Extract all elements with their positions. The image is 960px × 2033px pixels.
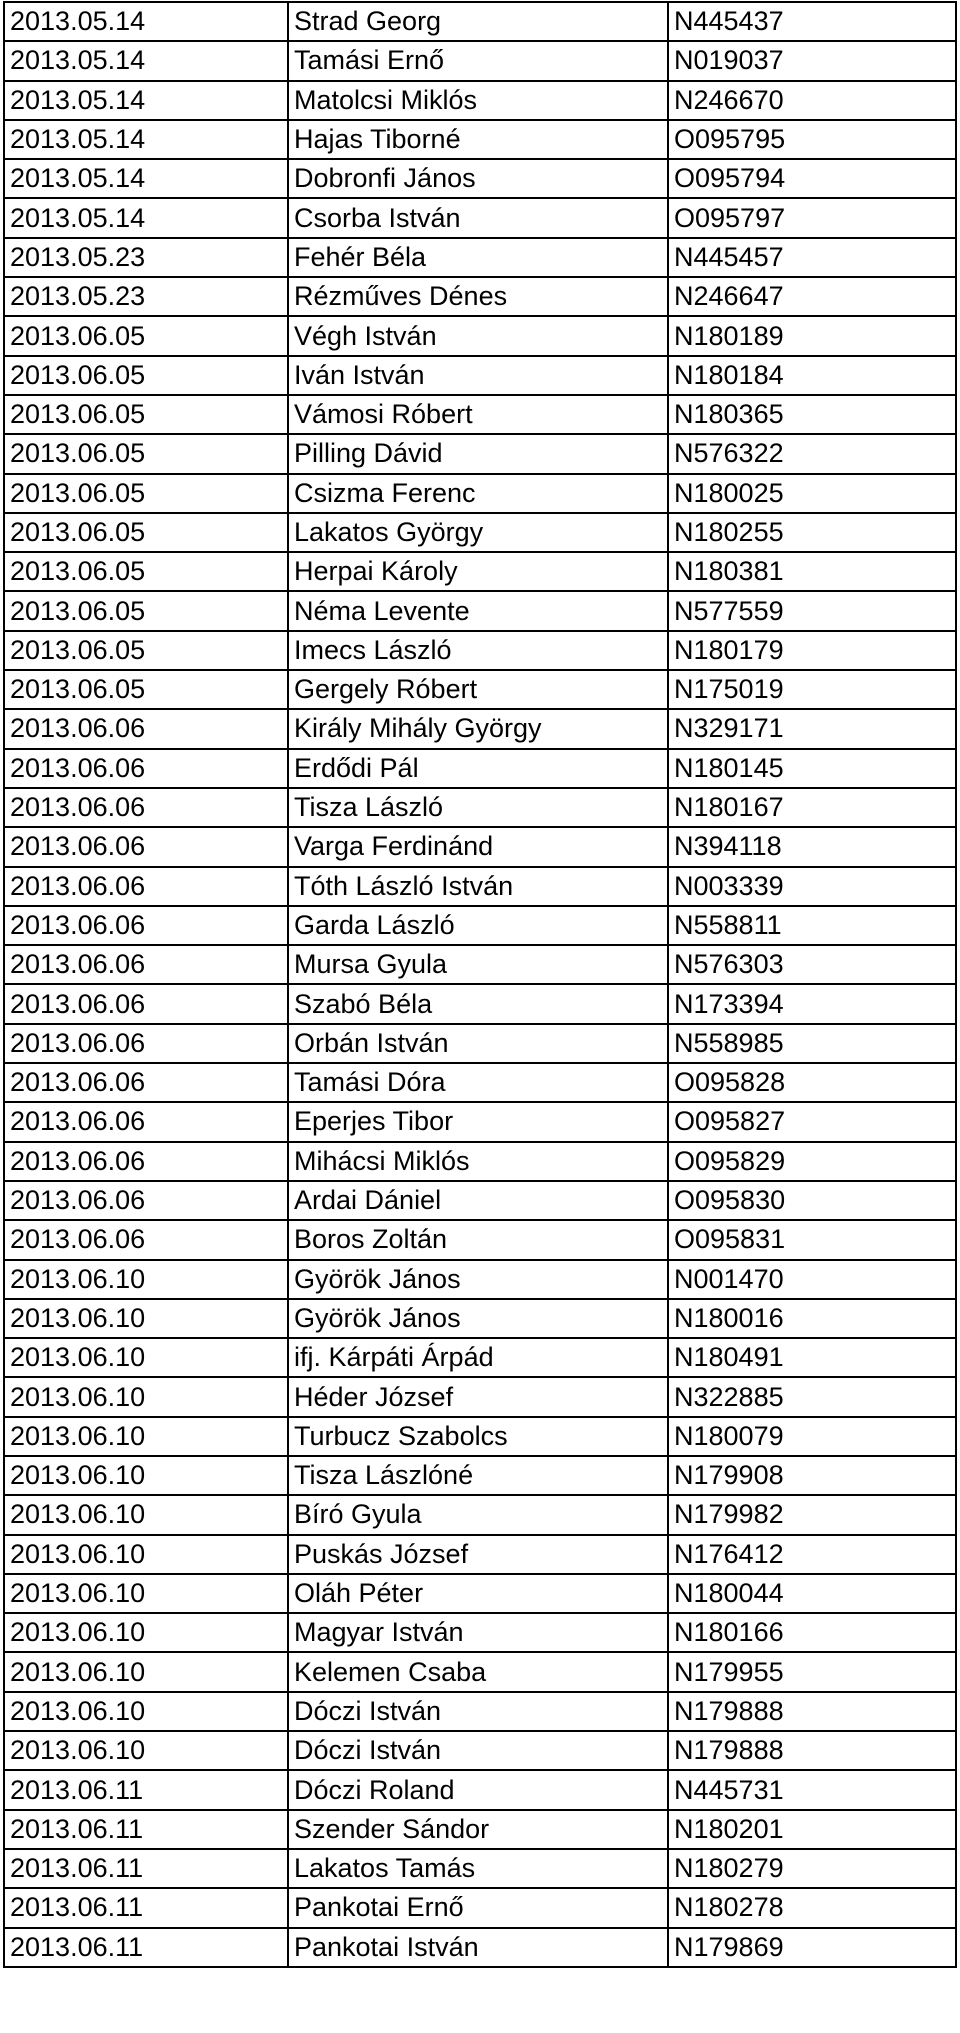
date-cell: 2013.05.14	[4, 159, 288, 198]
date-cell: 2013.06.05	[4, 631, 288, 670]
table-row	[4, 81, 956, 120]
table-row	[4, 1063, 956, 1102]
name-cell: Tisza László	[288, 788, 668, 827]
table-row	[4, 1377, 956, 1416]
name-cell: Iván István	[288, 356, 668, 395]
name-cell: Vámosi Róbert	[288, 395, 668, 434]
name-cell: Végh István	[288, 316, 668, 355]
date-cell: 2013.06.06	[4, 1063, 288, 1102]
date-cell: 2013.06.06	[4, 1220, 288, 1259]
date-cell: 2013.06.05	[4, 513, 288, 552]
table-row	[4, 1495, 956, 1534]
table-row	[4, 1456, 956, 1495]
code-cell: N179888	[668, 1731, 956, 1770]
table-row	[4, 1652, 956, 1691]
table-row	[4, 1260, 956, 1299]
table-row	[4, 1888, 956, 1927]
code-cell: N180044	[668, 1574, 956, 1613]
name-cell: Lakatos Tamás	[288, 1849, 668, 1888]
date-cell: 2013.05.14	[4, 2, 288, 41]
name-cell: Tamási Dóra	[288, 1063, 668, 1102]
name-cell: ifj. Kárpáti Árpád	[288, 1338, 668, 1377]
code-cell: N180189	[668, 316, 956, 355]
name-cell: Kelemen Csaba	[288, 1652, 668, 1691]
date-cell: 2013.06.06	[4, 1142, 288, 1181]
name-cell: Herpai Károly	[288, 552, 668, 591]
name-cell: Pilling Dávid	[288, 434, 668, 473]
table-row	[4, 356, 956, 395]
table-row	[4, 670, 956, 709]
name-cell: Dóczi István	[288, 1692, 668, 1731]
code-cell: N180255	[668, 513, 956, 552]
date-cell: 2013.06.05	[4, 474, 288, 513]
date-cell: 2013.06.10	[4, 1731, 288, 1770]
date-cell: 2013.06.06	[4, 788, 288, 827]
name-cell: Szabó Béla	[288, 984, 668, 1023]
table-row	[4, 631, 956, 670]
name-cell: Orbán István	[288, 1024, 668, 1063]
table-row	[4, 1535, 956, 1574]
date-cell: 2013.06.06	[4, 709, 288, 748]
name-cell: Turbucz Szabolcs	[288, 1417, 668, 1456]
code-cell: N180201	[668, 1810, 956, 1849]
table-row	[4, 1338, 956, 1377]
code-cell: N246670	[668, 81, 956, 120]
code-cell: N173394	[668, 984, 956, 1023]
table-row	[4, 120, 956, 159]
code-cell: N322885	[668, 1377, 956, 1416]
table-row	[4, 1613, 956, 1652]
date-cell: 2013.06.11	[4, 1888, 288, 1927]
name-cell: Héder József	[288, 1377, 668, 1416]
date-cell: 2013.06.10	[4, 1299, 288, 1338]
code-cell: N003339	[668, 867, 956, 906]
table-row	[4, 159, 956, 198]
name-cell: Varga Ferdinánd	[288, 827, 668, 866]
table-row	[4, 827, 956, 866]
date-cell: 2013.06.10	[4, 1613, 288, 1652]
code-cell: N001470	[668, 1260, 956, 1299]
code-cell: N329171	[668, 709, 956, 748]
name-cell: Pankotai István	[288, 1928, 668, 1967]
date-cell: 2013.06.11	[4, 1928, 288, 1967]
code-cell: N180179	[668, 631, 956, 670]
name-cell: Gergely Róbert	[288, 670, 668, 709]
code-cell: O095827	[668, 1102, 956, 1141]
date-cell: 2013.06.10	[4, 1652, 288, 1691]
table-row	[4, 749, 956, 788]
code-cell: N180016	[668, 1299, 956, 1338]
code-cell: N180145	[668, 749, 956, 788]
table-row	[4, 1220, 956, 1259]
code-cell: N179888	[668, 1692, 956, 1731]
code-cell: N394118	[668, 827, 956, 866]
date-cell: 2013.06.06	[4, 1102, 288, 1141]
name-cell: Bíró Gyula	[288, 1495, 668, 1534]
code-cell: O095829	[668, 1142, 956, 1181]
code-cell: N180491	[668, 1338, 956, 1377]
name-cell: Strad Georg	[288, 2, 668, 41]
name-cell: Hajas Tiborné	[288, 120, 668, 159]
code-cell: N175019	[668, 670, 956, 709]
name-cell: Rézműves Dénes	[288, 277, 668, 316]
table-row	[4, 2, 956, 41]
code-cell: N179982	[668, 1495, 956, 1534]
date-cell: 2013.06.06	[4, 984, 288, 1023]
date-cell: 2013.06.10	[4, 1377, 288, 1416]
table-row	[4, 198, 956, 237]
date-cell: 2013.06.10	[4, 1417, 288, 1456]
name-cell: Pankotai Ernő	[288, 1888, 668, 1927]
name-cell: Csizma Ferenc	[288, 474, 668, 513]
table-row	[4, 1810, 956, 1849]
code-cell: N180184	[668, 356, 956, 395]
table-row	[4, 945, 956, 984]
date-cell: 2013.05.23	[4, 277, 288, 316]
code-cell: O095797	[668, 198, 956, 237]
table-row	[4, 1024, 956, 1063]
name-cell: Mihácsi Miklós	[288, 1142, 668, 1181]
table-row	[4, 591, 956, 630]
table-row	[4, 906, 956, 945]
name-cell: Erdődi Pál	[288, 749, 668, 788]
date-cell: 2013.06.11	[4, 1849, 288, 1888]
code-cell: N179908	[668, 1456, 956, 1495]
name-cell: Oláh Péter	[288, 1574, 668, 1613]
name-cell: Ardai Dániel	[288, 1181, 668, 1220]
date-cell: 2013.06.10	[4, 1692, 288, 1731]
date-cell: 2013.05.14	[4, 198, 288, 237]
name-cell: Király Mihály György	[288, 709, 668, 748]
date-cell: 2013.05.23	[4, 238, 288, 277]
code-cell: O095794	[668, 159, 956, 198]
code-cell: N576303	[668, 945, 956, 984]
date-cell: 2013.06.10	[4, 1535, 288, 1574]
date-cell: 2013.06.05	[4, 356, 288, 395]
date-cell: 2013.06.11	[4, 1770, 288, 1809]
table-row	[4, 984, 956, 1023]
table-row	[4, 867, 956, 906]
date-cell: 2013.06.05	[4, 670, 288, 709]
code-cell: N180365	[668, 395, 956, 434]
date-cell: 2013.06.10	[4, 1574, 288, 1613]
table-row	[4, 552, 956, 591]
code-cell: O095828	[668, 1063, 956, 1102]
name-cell: Lakatos György	[288, 513, 668, 552]
code-cell: O095795	[668, 120, 956, 159]
name-cell: Csorba István	[288, 198, 668, 237]
table-row	[4, 1299, 956, 1338]
name-cell: Néma Levente	[288, 591, 668, 630]
date-cell: 2013.06.06	[4, 945, 288, 984]
code-cell: N180278	[668, 1888, 956, 1927]
code-cell: O095831	[668, 1220, 956, 1259]
name-cell: Garda László	[288, 906, 668, 945]
code-cell: N019037	[668, 41, 956, 80]
code-cell: N180381	[668, 552, 956, 591]
name-cell: Dóczi István	[288, 1731, 668, 1770]
table-row	[4, 788, 956, 827]
table-row	[4, 1142, 956, 1181]
name-cell: Matolcsi Miklós	[288, 81, 668, 120]
date-cell: 2013.06.05	[4, 552, 288, 591]
date-cell: 2013.06.06	[4, 906, 288, 945]
table-row	[4, 1181, 956, 1220]
date-cell: 2013.05.14	[4, 120, 288, 159]
date-cell: 2013.06.06	[4, 749, 288, 788]
table-row	[4, 474, 956, 513]
date-cell: 2013.06.06	[4, 867, 288, 906]
code-cell: N558985	[668, 1024, 956, 1063]
code-cell: N180025	[668, 474, 956, 513]
table-row	[4, 316, 956, 355]
date-cell: 2013.06.10	[4, 1495, 288, 1534]
name-cell: Dóczi Roland	[288, 1770, 668, 1809]
table-row	[4, 1770, 956, 1809]
date-cell: 2013.06.11	[4, 1810, 288, 1849]
code-cell: N246647	[668, 277, 956, 316]
date-cell: 2013.06.06	[4, 827, 288, 866]
code-cell: N558811	[668, 906, 956, 945]
code-cell: N180279	[668, 1849, 956, 1888]
name-cell: Szender Sándor	[288, 1810, 668, 1849]
table-row	[4, 1574, 956, 1613]
code-cell: N180079	[668, 1417, 956, 1456]
table-row	[4, 395, 956, 434]
name-cell: Tóth László István	[288, 867, 668, 906]
records-table-body	[4, 2, 956, 1967]
date-cell: 2013.06.06	[4, 1024, 288, 1063]
table-row	[4, 1928, 956, 1967]
code-cell: N445437	[668, 2, 956, 41]
date-cell: 2013.06.05	[4, 395, 288, 434]
table-row	[4, 238, 956, 277]
name-cell: Eperjes Tibor	[288, 1102, 668, 1141]
name-cell: Tisza Lászlóné	[288, 1456, 668, 1495]
code-cell: N445457	[668, 238, 956, 277]
code-cell: N179869	[668, 1928, 956, 1967]
table-row	[4, 277, 956, 316]
code-cell: O095830	[668, 1181, 956, 1220]
table-row	[4, 709, 956, 748]
table-row	[4, 1417, 956, 1456]
name-cell: Puskás József	[288, 1535, 668, 1574]
date-cell: 2013.05.14	[4, 81, 288, 120]
date-cell: 2013.06.06	[4, 1181, 288, 1220]
code-cell: N180166	[668, 1613, 956, 1652]
table-row	[4, 1692, 956, 1731]
name-cell: Boros Zoltán	[288, 1220, 668, 1259]
name-cell: Imecs László	[288, 631, 668, 670]
date-cell: 2013.06.05	[4, 316, 288, 355]
name-cell: Tamási Ernő	[288, 41, 668, 80]
table-row	[4, 434, 956, 473]
date-cell: 2013.06.10	[4, 1338, 288, 1377]
date-cell: 2013.06.05	[4, 591, 288, 630]
code-cell: N180167	[668, 788, 956, 827]
date-cell: 2013.06.10	[4, 1456, 288, 1495]
name-cell: Fehér Béla	[288, 238, 668, 277]
table-row	[4, 1849, 956, 1888]
code-cell: N576322	[668, 434, 956, 473]
date-cell: 2013.06.10	[4, 1260, 288, 1299]
name-cell: Mursa Gyula	[288, 945, 668, 984]
date-cell: 2013.06.05	[4, 434, 288, 473]
name-cell: Magyar István	[288, 1613, 668, 1652]
table-row	[4, 1731, 956, 1770]
code-cell: N577559	[668, 591, 956, 630]
name-cell: Dobronfi János	[288, 159, 668, 198]
code-cell: N445731	[668, 1770, 956, 1809]
code-cell: N176412	[668, 1535, 956, 1574]
records-table	[3, 1, 957, 1968]
table-row	[4, 41, 956, 80]
name-cell: Györök János	[288, 1260, 668, 1299]
table-row	[4, 513, 956, 552]
table-row	[4, 1102, 956, 1141]
name-cell: Györök János	[288, 1299, 668, 1338]
date-cell: 2013.05.14	[4, 41, 288, 80]
code-cell: N179955	[668, 1652, 956, 1691]
